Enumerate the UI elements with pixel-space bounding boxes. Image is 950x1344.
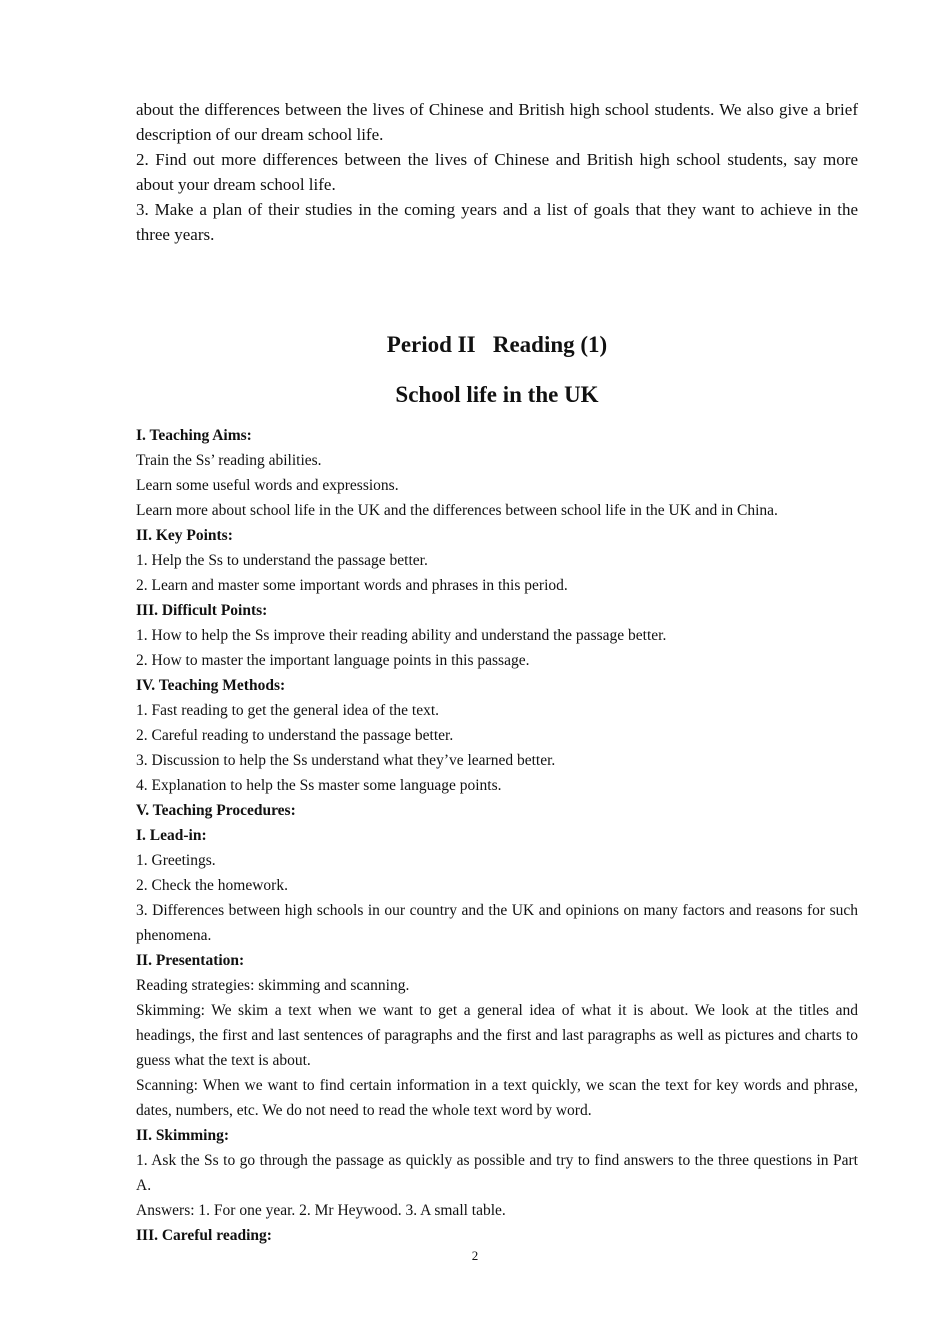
body-line: 1. How to help the Ss improve their reading ability and understand the passage better.	[136, 627, 667, 644]
body-line: 2. Learn and master some important words and phrases in this period.	[136, 577, 568, 594]
section-heading: II. Key Points:	[136, 527, 233, 544]
period-title: Period II Reading (1)	[386, 332, 608, 357]
body-line: 1. Greetings.	[136, 852, 216, 869]
intro-paragraph: 3. Make a plan of their studies in the coming years and a list of goals that they want to achieve in the three years.	[136, 200, 858, 244]
body-line: Learn some useful words and expressions.	[136, 477, 399, 494]
document-page	[136, 97, 858, 1248]
body-line: 2. How to master the important language points in this passage.	[136, 652, 530, 669]
section-heading: I. Teaching Aims:	[136, 427, 252, 444]
intro-paragraph: 2. Find out more differences between the lives of Chinese and British high school students, say more about your dream school life.	[136, 150, 858, 194]
body-line: Skimming: We skim a text when we want to get a general idea of what it is about. We look at the titles and headings, the first and last sentences of paragraphs and the first and last paragraphs as well as pictures and charts to guess what the text is about.	[136, 1002, 858, 1069]
body-line: 1. Ask the Ss to go through the passage as quickly as possible and try to find answers to the three questions in Part A.	[136, 1152, 858, 1194]
page-number: 2	[471, 1248, 479, 1263]
section-heading: III. Careful reading:	[136, 1227, 272, 1244]
body-line: 2. Check the homework.	[136, 877, 288, 894]
body-line: 1. Fast reading to get the general idea of the text.	[136, 702, 440, 719]
body-line: 3. Differences between high schools in our country and the UK and opinions on many factors and reasons for such phenomena.	[136, 902, 858, 944]
body-line: 4. Explanation to help the Ss master some language points.	[136, 777, 502, 794]
body-line: Answers: 1. For one year. 2. Mr Heywood. 3. A small table.	[136, 1202, 506, 1219]
body-line: Reading strategies: skimming and scanning.	[136, 977, 410, 994]
intro-paragraphs	[136, 97, 858, 247]
section-heading: II. Presentation:	[136, 952, 245, 969]
lesson-plan-body	[136, 423, 858, 1248]
intro-paragraph: about the differences between the lives of Chinese and British high school students. We also give a brief description of our dream school life.	[136, 100, 858, 144]
section-heading: IV. Teaching Methods:	[136, 677, 286, 694]
section-heading: V. Teaching Procedures:	[136, 802, 296, 819]
section-heading: III. Difficult Points:	[136, 602, 268, 619]
section-heading: II. Skimming:	[136, 1127, 230, 1144]
body-line: 3. Discussion to help the Ss understand what they’ve learned better.	[136, 752, 556, 769]
body-line: Scanning: When we want to find certain information in a text quickly, we scan the text for key words and phrase, dates, numbers, etc. We do not need to read the whole text word by word.	[136, 1077, 858, 1119]
body-line: Learn more about school life in the UK and the differences between school life in the UK and in China.	[136, 502, 778, 519]
lesson-subtitle: School life in the UK	[395, 382, 599, 407]
body-line: 2. Careful reading to understand the passage better.	[136, 727, 454, 744]
body-line: 1. Help the Ss to understand the passage better.	[136, 552, 428, 569]
section-heading: I. Lead-in:	[136, 827, 207, 844]
body-line: Train the Ss’ reading abilities.	[136, 452, 322, 469]
